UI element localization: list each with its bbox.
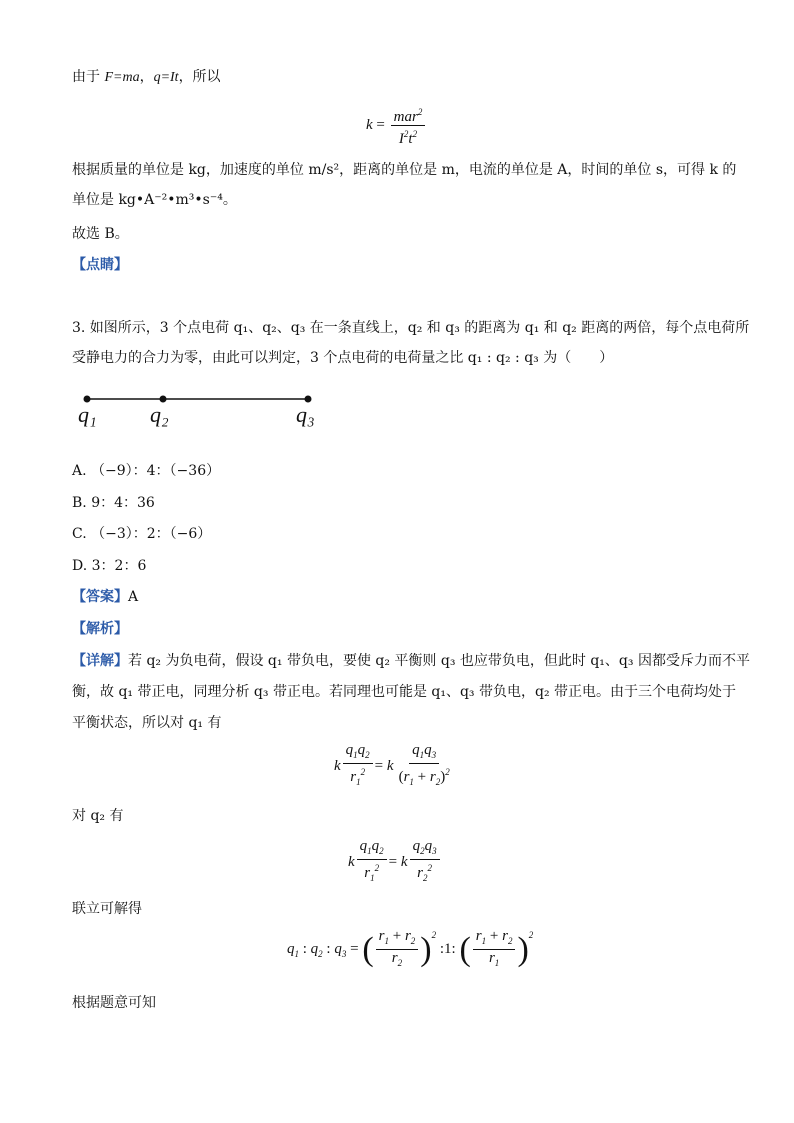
option-d: D. 3：2：6 [72, 558, 147, 574]
answer-value: A [128, 589, 139, 605]
question-line-2: 受静电力的合力为零，由此可以判定，3 个点电荷的电荷量之比 q₁ : q₂ : q₃ 为（ ） [72, 350, 614, 366]
answer-line [72, 587, 138, 607]
charge-line-figure [72, 385, 332, 435]
units-line-2: 单位是 kg•A⁻²•m³•s⁻⁴。 [72, 192, 237, 208]
option-a: A. （−9）：4：（−36） [72, 463, 221, 479]
combine-line: 联立可解得 [72, 901, 142, 917]
dianjing-tag: 【点睛】 [72, 257, 128, 273]
figure-label-q1: q₁ [78, 402, 97, 427]
detail-line-3: 平衡状态，所以对 q₁ 有 [72, 715, 222, 731]
analysis-tag: 【解析】 [72, 621, 128, 637]
intro-eq-charge: q=It [153, 70, 179, 85]
option-c: C. （−3）：2：（−6） [72, 526, 212, 542]
for-q2-line: 对 q₂ 有 [72, 808, 124, 824]
intro-mid: ， [139, 69, 154, 85]
intro-prefix: 由于 [72, 69, 105, 85]
detail-line-2: 衡，故 q₁ 带正电，同理分析 q₃ 带正电。若同理也可能是 q₁、q₃ 带负电，q₂ 带正电。由于三个电荷均处于 [72, 684, 737, 700]
intro-line [72, 67, 221, 88]
figure-label-q3: q₃ [296, 402, 315, 427]
question-line-1: 3. 如图所示，3 个点电荷 q₁、q₂、q₃ 在一条直线上，q₂ 和 q₃ 的距离为 q₁ 和 q₂ 距离的两倍，每个点电荷所 [72, 320, 750, 336]
detail-tag: 【详解】 [72, 653, 128, 669]
detail-line-1 [72, 651, 750, 671]
intro-eq-force: F=ma [104, 70, 140, 85]
option-b: B. 9：4：36 [72, 495, 155, 511]
equation-k-definition: k = $\frac{mar^2}{I^2t^2}$ [366, 104, 427, 147]
equation-charge-ratio: $q_1$ : $q_2$ : $q_3$ = ( $\frac{r_1 + r_2}{r_2}$ ) $^2$ :1: ( $\frac{r_1 + r_2}{r_1}$ ) $^2$ [287, 928, 534, 968]
detail-text-1: 若 q₂ 为负电荷，假设 q₁ 带负电，要使 q₂ 平衡则 q₃ 也应带负电，但此时 q₁、q₃ 因都受斥力而不平 [128, 653, 750, 669]
answer-tag: 【答案】 [72, 589, 128, 605]
equation-q2-balance: k $\frac{q_1q_2}{r_1^2}$ = k $\frac{q_2q_3}{r_2^2}$ [348, 838, 442, 886]
choose-line: 故选 B。 [72, 226, 129, 242]
conclude-line: 根据题意可知 [72, 995, 156, 1011]
units-line-1: 根据质量的单位是 kg，加速度的单位 m/s²，距离的单位是 m，电流的单位是 A，时间的单位 s，可得 k 的 [72, 162, 737, 178]
equation-q1-balance: k $\frac{q_1q_2}{r_1^2}$ = k $\frac{q_1q_3}{(r_1 + r_2)^2}$ [334, 742, 450, 787]
intro-suffix: ，所以 [178, 69, 221, 85]
figure-label-q2: q₂ [150, 402, 169, 427]
